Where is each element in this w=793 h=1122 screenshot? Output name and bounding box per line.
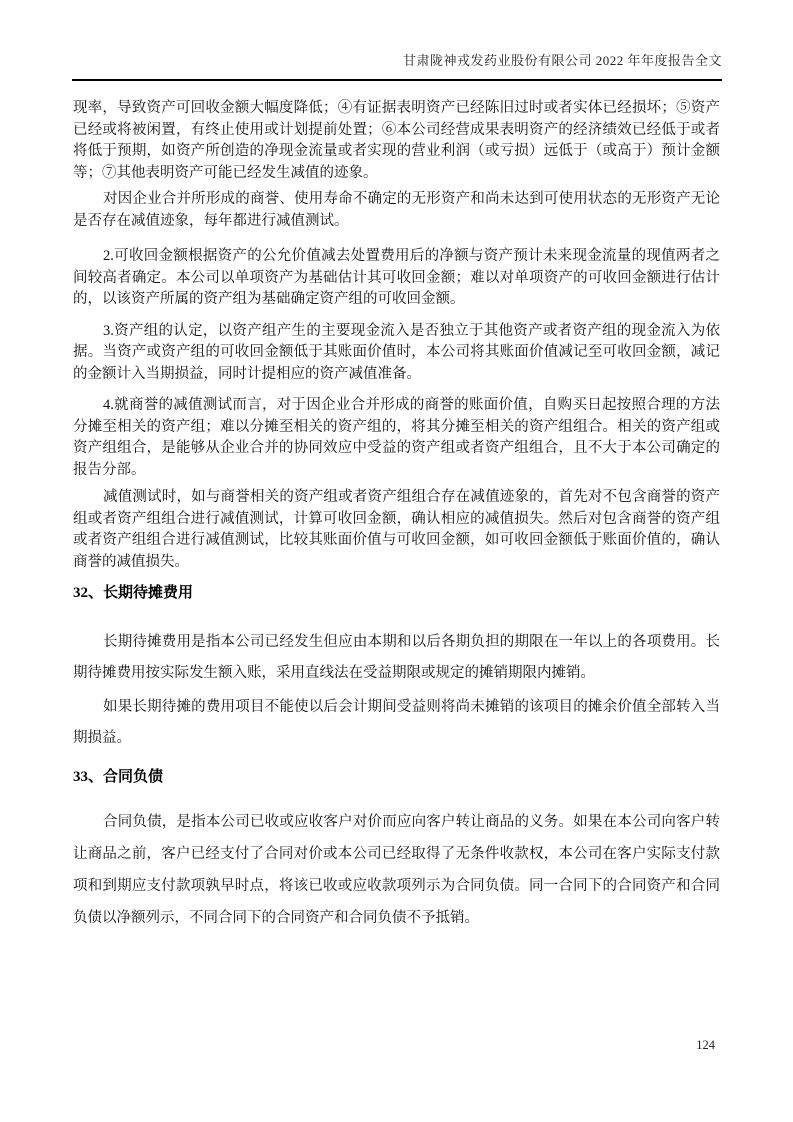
section-heading-32-long-term-deferred-expenses: 32、长期待摊费用 <box>73 585 194 601</box>
paragraph-impairment-continued: 现率，导致资产可回收金额大幅度降低；④有证据表明资产已经陈旧过时或者实体已经损坏；⑤资产已经或将被闲置，有终止使用或计划提前处置；⑥本公司经营成果表明资产的经济绩效已经低于或者将低于预期，如资产所创造的净现金流量或者实现的营业利润（或亏损）远低于（或高于）预计金额等；⑦其他表明资产可能已经发生减值的迹象。 <box>73 100 720 181</box>
paragraph-contract-liabilities-definition: 合同负债，是指本公司已收或应收客户对价而应向客户转让商品的义务。如果在本公司向客户转让商品之前，客户已经支付了合同对价或本公司已经取得了无条件收款权，本公司在客户实际支付款项和到期应支付款项孰早时点，将该已收或应收款项列示为合同负债。同一合同下的合同资产和合同负债以净额列示，不同合同下的合同资产和合同负债不予抵销。 <box>73 814 720 926</box>
paragraph-impairment-test-procedure: 减值测试时，如与商誉相关的资产组或者资产组组合存在减值迹象的，首先对不包含商誉的资产组或者资产组组合进行减值测试，计算可收回金额，确认相应的减值损失。然后对包含商誉的资产组或者资产组组合进行减值测试，比较其账面价值与可收回金额，如可收回金额低于账面价值的，确认商誉的减值损失。 <box>73 489 720 570</box>
paragraph-recoverable-amount: 2.可收回金额根据资产的公允价值减去处置费用后的净额与资产预计未来现金流量的现值两者之间较高者确定。本公司以单项资产为基础估计其可收回金额；难以对单项资产的可收回金额进行估计的，以该资产所属的资产组为基础确定资产组的可收回金额。 <box>73 248 720 307</box>
section-heading-33-contract-liabilities: 33、合同负债 <box>73 769 164 785</box>
page-body <box>73 0 720 934</box>
paragraph-goodwill-allocation: 4.就商誉的减值测试而言，对于因企业合并形成的商誉的账面价值，自购买日起按照合理的方法分摊至相关的资产组；难以分摊至相关的资产组的，将其分摊至相关的资产组组合。相关的资产组或资产组组合，是能够从企业合并的协同效应中受益的资产组或者资产组组合，且不大于本公司确定的报告分部。 <box>73 397 720 478</box>
paragraph-goodwill-annual-test: 对因企业合并所形成的商誉、使用寿命不确定的无形资产和尚未达到可使用状态的无形资产无论是否存在减值迹象，每年都进行减值测试。 <box>73 191 720 229</box>
paragraph-deferred-expenses-transfer: 如果长期待摊的费用项目不能使以后会计期间受益则将尚未摊销的该项目的摊余价值全部转入当期损益。 <box>73 699 720 746</box>
page-header-title: 甘肃陇神戎发药业股份有限公司 2022 年年度报告全文 <box>72 53 722 81</box>
paragraph-deferred-expenses-definition: 长期待摊费用是指本公司已经发生但应由本期和以后各期负担的期限在一年以上的各项费用。长期待摊费用按实际发生额入账，采用直线法在受益期限或规定的摊销期限内摊销。 <box>73 634 720 681</box>
paragraph-asset-group-recognition: 3.资产组的认定，以资产组产生的主要现金流入是否独立于其他资产或者资产组的现金流入为依据。当资产或资产组的可收回金额低于其账面价值时，本公司将其账面价值减记至可收回金额，减记的金额计入当期损益，同时计提相应的资产减值准备。 <box>73 322 720 382</box>
page-number: 124 <box>696 1038 715 1052</box>
